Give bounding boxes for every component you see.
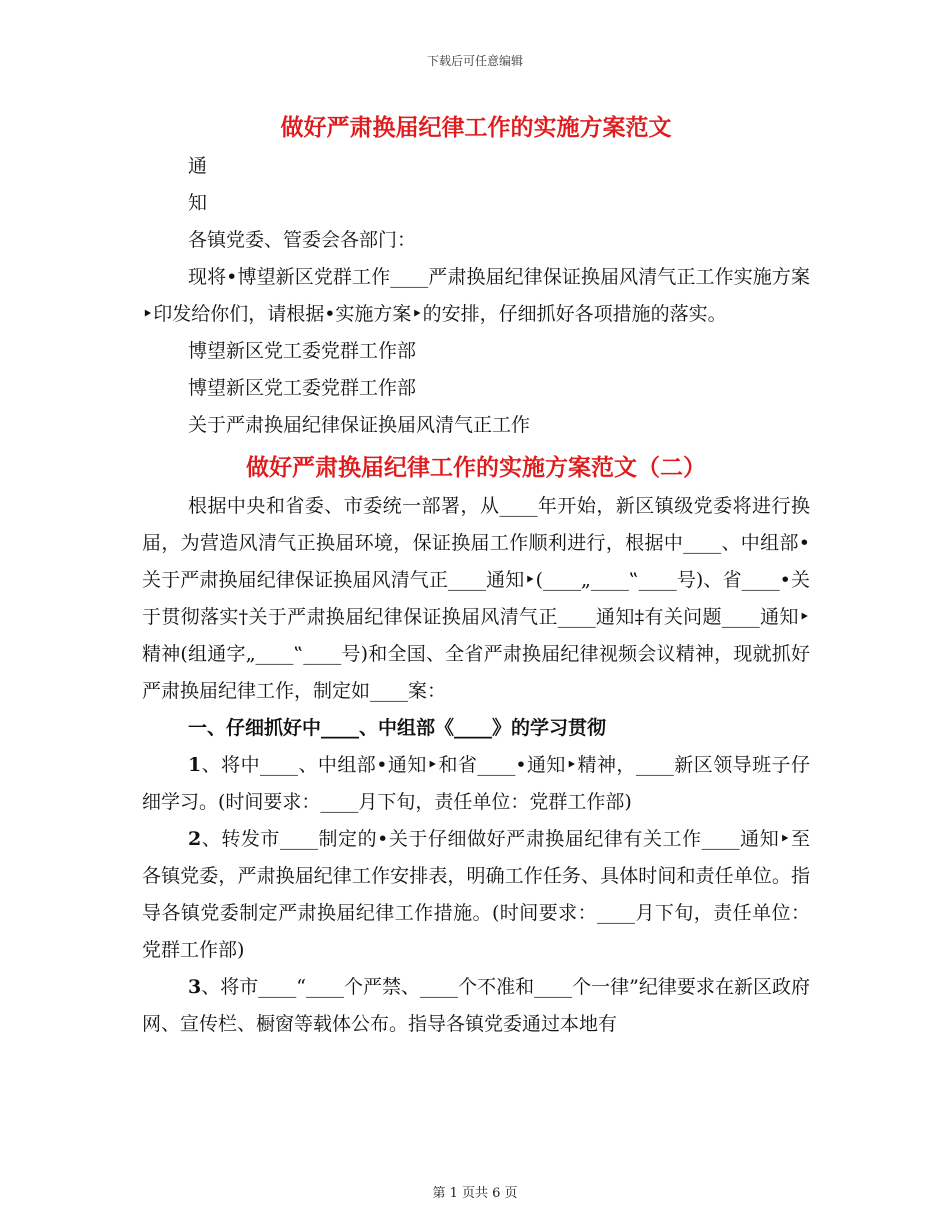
notice-char-2: 知: [188, 192, 208, 214]
list-item: [142, 821, 810, 969]
item-number: 3: [188, 976, 202, 998]
page-footer: 第 1 页共 6 页: [432, 1186, 518, 1201]
signature-line-2: 博望新区党工委党群工作部: [188, 377, 417, 399]
item-number: 1: [188, 754, 202, 776]
page-header: 下载后可任意编辑: [426, 54, 523, 68]
notice-body: 现将•博望新区党群工作____严肃换届纪律保证换届风清气正工作实施方案‣印发给你们，请根据•实施方案‣的安排，仔细抓好各项措施的落实。: [142, 266, 810, 325]
list-item: [142, 747, 810, 821]
intro-paragraph: 根据中央和省委、市委统一部署，从____年开始，新区镇级党委将进行换届，为营造风清气正换届环境，保证换届工作顺利进行，根据中____、中组部•关于严肃换届纪律保证换届风清气正____通知‣(____„____‟____号)、省____•关于贯彻落实†关于严肃换届纪律保证换届风清气正____通知‡有关问题____通知‣精神(组通字„____‟____号)和全国、全省严肃换届纪律视频会议精神，现就抓好严肃换届纪律工作，制定如____案：: [142, 495, 810, 702]
document-title: 做好严肃换届纪律工作的实施方案范文: [280, 114, 672, 141]
section-heading-1: 一、仔细抓好中____、中组部《____》的学习贯彻: [188, 717, 607, 739]
list-item: [142, 969, 810, 1043]
item-number: 2: [188, 828, 202, 850]
signature-line-1: 博望新区党工委党群工作部: [188, 340, 417, 362]
item-text: 、将市____“____个严禁、____个不准和____个一律”纪律要求在新区政府网、宣传栏、橱窗等载体公布。指导各镇党委通过本地有: [142, 976, 810, 1035]
notice-subject: 关于严肃换届纪律保证换届风清气正工作: [188, 414, 531, 436]
document-body: [142, 108, 810, 1043]
salutation: 各镇党委、管委会各部门：: [188, 229, 417, 251]
item-text: 、将中____、中组部•通知‣和省____•通知‣精神，____新区领导班子仔细学习。(时间要求：____月下旬，责任单位：党群工作部): [142, 754, 810, 813]
notice-char-1: 通: [188, 155, 208, 177]
section-title-2: 做好严肃换届纪律工作的实施方案范文（二）: [246, 454, 706, 481]
item-text: 、转发市____制定的•关于仔细做好严肃换届纪律有关工作____通知‣至各镇党委，严肃换届纪律工作安排表，明确工作任务、具体时间和责任单位。指导各镇党委制定严肃换届纪律工作措施。(时间要求：____月下旬，责任单位：党群工作部): [142, 828, 810, 961]
